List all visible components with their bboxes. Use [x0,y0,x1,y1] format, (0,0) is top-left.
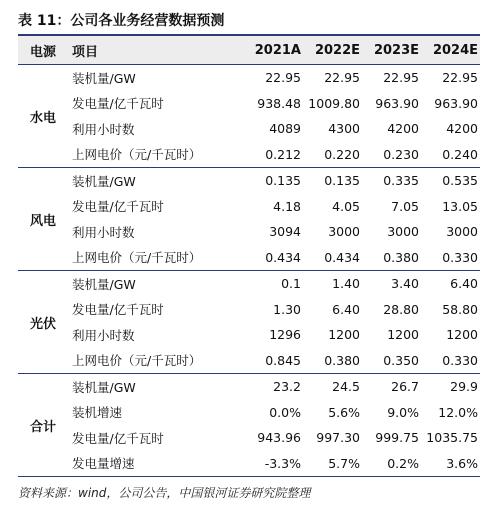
row-value: 1.30 [273,301,301,317]
row-item: 装机量/GW [72,70,136,86]
row-value: 1035.75 [426,430,478,446]
row-value: 0.0% [269,404,301,420]
table-row [18,91,480,117]
row-value: 3000 [387,224,419,240]
row-item: 发电量增速 [72,456,135,472]
table-row [18,194,480,220]
table-group [18,271,480,374]
table-group [18,168,480,271]
row-value: 943.96 [257,430,301,446]
row-value: 9.0% [387,404,419,420]
row-item: 利用小时数 [72,327,135,343]
row-value: 997.30 [316,430,360,446]
row-value: 0.434 [265,249,301,265]
row-value: 29.9 [450,379,478,395]
row-value: 12.0% [438,404,478,420]
row-value: 0.220 [324,146,360,162]
row-value: 13.05 [442,198,478,214]
row-item: 装机量/GW [72,276,136,292]
row-value: 0.230 [383,146,419,162]
row-item: 利用小时数 [72,224,135,240]
row-item: 上网电价（元/千瓦时） [72,353,202,369]
row-value: 22.95 [383,70,419,86]
row-item: 发电量/亿千瓦时 [72,430,164,446]
row-item: 上网电价（元/千瓦时） [72,147,202,163]
table-row [18,451,480,477]
row-item: 装机量/GW [72,173,136,189]
row-value: 963.90 [375,95,419,111]
row-value: 0.434 [324,249,360,265]
row-value: 963.90 [434,95,478,111]
table-row [18,322,480,348]
row-value: 4.05 [332,198,360,214]
row-value: 0.135 [324,173,360,189]
row-value: 5.6% [328,404,360,420]
row-value: 5.7% [328,455,360,471]
row-value: 4300 [328,121,360,137]
row-value: 7.05 [391,198,419,214]
row-item: 发电量/亿千瓦时 [72,302,164,318]
row-item: 上网电价（元/千瓦时） [72,250,202,266]
row-value: 22.95 [265,70,301,86]
table-row [18,65,480,91]
row-value: 0.535 [442,173,478,189]
row-value: 22.95 [324,70,360,86]
header-year: 2022E [314,42,360,58]
header-year: 2023E [373,42,419,58]
row-value: 1296 [269,327,301,343]
table-row [18,348,480,374]
row-value: 22.95 [442,70,478,86]
row-item: 装机增速 [72,405,123,421]
row-value: 0.212 [265,146,301,162]
row-value: 0.330 [442,249,478,265]
table-row [18,374,480,400]
row-value: 0.330 [442,352,478,368]
row-value: 0.2% [387,455,419,471]
header-year: 2024E [432,42,478,58]
row-value: 1200 [328,327,360,343]
table-row [18,219,480,245]
row-item: 发电量/亿千瓦时 [72,96,164,112]
table-row [18,245,480,271]
table-row [18,425,480,451]
table-group [18,374,480,477]
header-item: 项目 [72,44,99,60]
row-value: 4200 [446,121,478,137]
row-value: 4200 [387,121,419,137]
header-source: 电源 [29,44,56,60]
row-value: 1200 [446,327,478,343]
row-value: 3.40 [391,276,419,292]
table-row [18,400,480,426]
row-value: 0.380 [383,249,419,265]
row-value: 26.7 [391,379,419,395]
row-value: 999.75 [375,430,419,446]
table-row [18,297,480,323]
forecast-table [18,34,480,477]
row-item: 发电量/亿千瓦时 [72,199,164,215]
row-value: 0.240 [442,146,478,162]
row-value: 58.80 [442,301,478,317]
group-label: 光伏 [29,316,56,332]
table-body [18,65,480,477]
source-note: 资料来源：wind，公司公告，中国银河证券研究院整理 [18,486,311,500]
group-label: 风电 [29,213,56,229]
row-value: 1009.80 [308,95,360,111]
row-value: 3000 [328,224,360,240]
row-value: -3.3% [264,455,301,471]
row-value: 0.135 [265,173,301,189]
row-value: 0.380 [324,352,360,368]
header-year: 2021A [254,42,301,58]
row-value: 23.2 [273,379,301,395]
table-row [18,142,480,168]
row-value: 28.80 [383,301,419,317]
row-value: 6.40 [332,301,360,317]
row-value: 3000 [446,224,478,240]
table-group [18,65,480,168]
row-value: 0.335 [383,173,419,189]
row-value: 3094 [269,224,301,240]
row-value: 0.845 [265,352,301,368]
row-value: 3.6% [446,455,478,471]
table-row [18,271,480,297]
row-item: 利用小时数 [72,121,135,137]
row-value: 1.40 [332,276,360,292]
group-label: 合计 [29,419,56,435]
table-title: 表 11：公司各业务经营数据预测 [18,13,225,29]
row-value: 1200 [387,327,419,343]
table-row [18,116,480,142]
row-value: 0.1 [281,276,301,292]
group-label: 水电 [29,110,56,126]
row-item: 装机量/GW [72,379,136,395]
row-value: 4089 [269,121,301,137]
row-value: 24.5 [332,379,360,395]
table-header [18,34,480,65]
row-value: 938.48 [257,95,301,111]
row-value: 0.350 [383,352,419,368]
row-value: 6.40 [450,276,478,292]
table-row [18,168,480,194]
row-value: 4.18 [273,198,301,214]
